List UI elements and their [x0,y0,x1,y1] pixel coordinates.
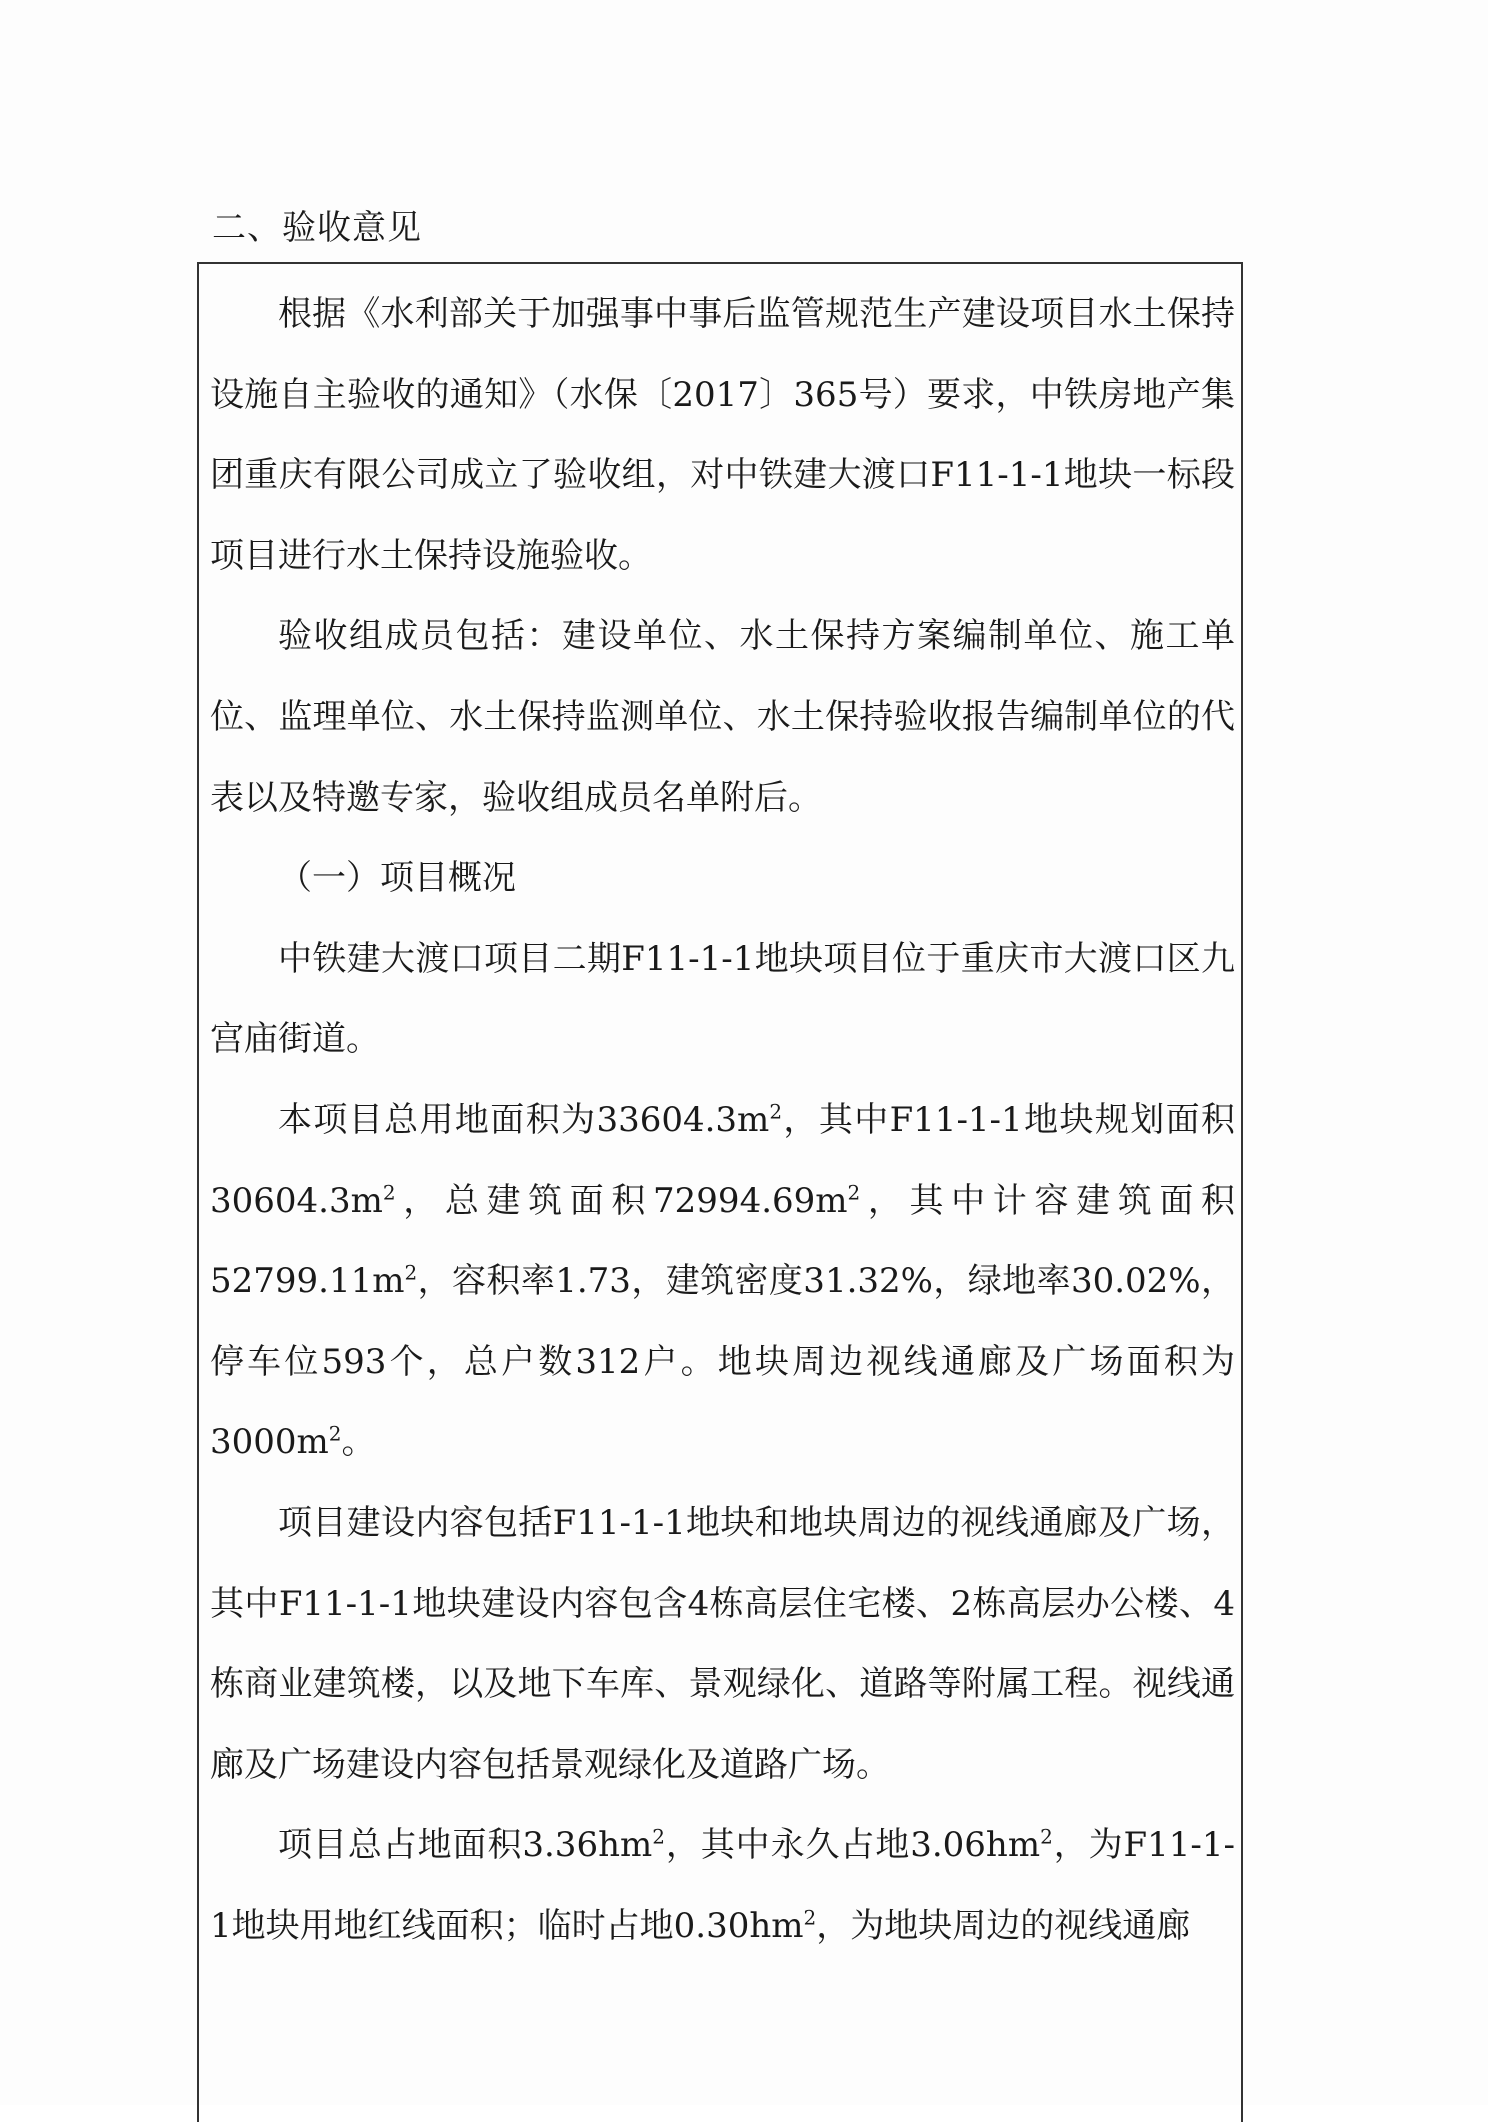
paragraph-construction-content: 项目建设内容包括F11-1-1地块和地块周边的视线通廊及广场，其中F11-1-1地块建设内容包含4栋高层住宅楼、2栋高层办公楼、4栋商业建筑楼，以及地下车库、景观绿化、道路等附属工程。视线通廊及广场建设内容包括景观绿化及道路广场。 [210,1502,1235,1785]
area-text-d: ，其中计容建筑面积52799.11m [210,1180,1235,1302]
superscript: 2 [382,1180,396,1205]
paragraph-basis: 根据《水利部关于加强事中事后监管规范生产建设项目水土保持设施自主验收的通知》（水保〔2017〕365号）要求，中铁房地产集团重庆有限公司成立了验收组，对中铁建大渡口F11-1-1地块一标段项目进行水土保持设施验收。 [210,294,1235,576]
superscript: 2 [404,1260,418,1285]
opinion-body [210,274,1235,1966]
paragraph-land-occupation [210,1805,1235,1966]
superscript: 2 [847,1180,861,1205]
superscript: 2 [769,1099,783,1124]
land-text-c: ，为F11-1-1地块用地红线面积；临时占地0.30hm [210,1825,1236,1946]
subheading-project-overview: （一）项目概况 [278,858,516,899]
superscript: 2 [652,1824,665,1849]
area-text-c: ，总建筑面积72994.69m [395,1180,848,1221]
superscript: 2 [803,1905,817,1930]
superscript: 2 [1040,1824,1053,1849]
paragraph-area-stats [210,1080,1235,1483]
superscript: 2 [328,1421,342,1446]
area-text-b: ，其中F11-1-1地块规划面积30604.3m [210,1099,1235,1221]
area-text-e: ，容积率1.73，建筑密度31.32%，绿地率30.02%，停车位593个，总户数312户。地块周边视线通廊及广场面积为3000m [210,1261,1235,1463]
area-text-a: 本项目总用地面积为33604.3m [278,1099,770,1140]
land-text-d: ，为地块周边的视线通廊 [816,1905,1191,1946]
paragraph-members: 验收组成员包括：建设单位、水土保持方案编制单位、施工单位、监理单位、水土保持监测单位、水土保持验收报告编制单位的代表以及特邀专家，验收组成员名单附后。 [210,616,1235,818]
land-text-a: 项目总占地面积3.36hm [278,1825,653,1866]
area-text-f: 。 [341,1422,376,1463]
land-text-b: ，其中永久占地3.06hm [664,1825,1041,1866]
section-heading: 二、验收意见 [212,208,422,248]
paragraph-location: 中铁建大渡口项目二期F11-1-1地块项目位于重庆市大渡口区九宫庙街道。 [210,938,1235,1060]
